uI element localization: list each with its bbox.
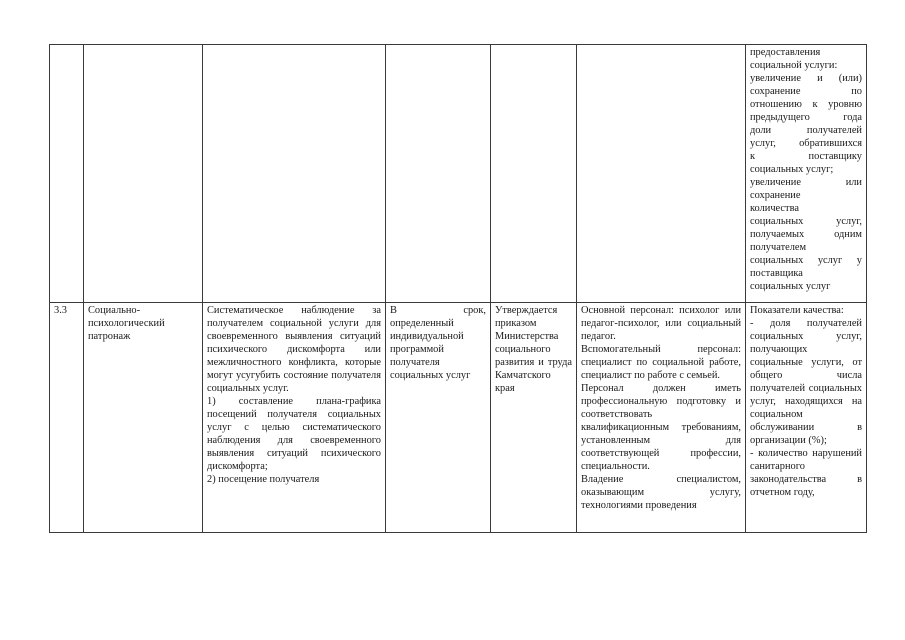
cell-approval-empty [491,45,577,303]
quality-indicator-1: - доля получателей социальных услуг, получающих социальные услуги, от общего числа получателей социальных услуг, находящихся на социальном обслуживании в организации (%); [750,318,862,446]
cell-name-empty [84,45,203,303]
cell-staff-empty [577,45,746,303]
cell-staff [577,303,746,533]
term-text: В срок, определенный индивидуальной программой получателя социальных услуг [390,305,486,381]
quality-continued-line: социальных услуг [750,281,831,292]
quality-continued-line: социальных услуг у [750,255,862,266]
approval-text: Утверждается приказом Министерства социального развития и труда Камчатского края [495,305,572,394]
quality-continued-line: увеличение или [750,177,862,188]
staff-skills: Владение специалистом, оказывающим услугу, технологиями проведения [581,474,741,511]
description-item-2: 2) посещение получателя [207,474,320,485]
cell-number [50,303,84,533]
quality-title: Показатели качества: [750,305,844,316]
quality-continued-line: социальных услуг, [750,216,862,227]
quality-continued-lines [750,46,862,293]
staff-requirements: Персонал должен иметь профессиональную подготовку и соответствовать квалификационным требованиям, установленным для соответствующей профессии, специальности. [581,383,741,472]
cell-description [203,303,386,533]
quality-continued-line: отношению к уровню [750,99,862,110]
cell-name [84,303,203,533]
quality-continued-line: социальной услуги: [750,60,838,71]
quality-continued-line: услуг, обратившихся [750,138,862,149]
staff-main: Основной персонал: психолог или педагог-психолог, или социальный педагог. [581,305,741,342]
cell-approval [491,303,577,533]
quality-continued-line: предоставления [750,47,821,58]
description-text: Систематическое наблюдение за получателем социальной услуги для своевременного выявления ситуаций психического дискомфорта или межличностного конфликта, которые могут усугубить состояние получателя социальных услуг. [207,305,381,394]
service-name: Социально-психологический патронаж [88,305,165,342]
quality-continued-line: получаемых одним [750,229,862,240]
cell-number-empty [50,45,84,303]
quality-continued-line: количества [750,203,799,214]
row-number: 3.3 [54,305,67,316]
table-row-3-3 [50,303,867,533]
quality-continued-line: к поставщику [750,151,862,162]
cell-description-empty [203,45,386,303]
quality-indicator-2: - количество нарушений санитарного законодательства в отчетном году, [750,448,862,498]
quality-continued-line: поставщика [750,268,803,279]
quality-continued-line: доли получателей [750,125,862,136]
staff-auxiliary: Вспомогательный персонал: специалист по социальной работе, специалист по работе с семьей. [581,344,741,381]
description-item-1: 1) составление плана-графика посещений получателя социальных услуг с целью систематического наблюдения для своевременного выявления ситуаций психического дискомфорта; [207,396,381,472]
services-table [49,44,867,533]
quality-continued-line: сохранение по [750,86,862,97]
quality-continued-line: получателем [750,242,807,253]
cell-term [386,303,491,533]
cell-term-empty [386,45,491,303]
quality-continued-line: сохранение [750,190,801,201]
quality-continued-line: социальных услуг; [750,164,834,175]
cell-quality [746,303,867,533]
cell-quality-continued [746,45,867,303]
table-row-continued [50,45,867,303]
quality-continued-line: увеличение и (или) [750,73,862,84]
quality-continued-line: предыдущего года [750,112,862,123]
